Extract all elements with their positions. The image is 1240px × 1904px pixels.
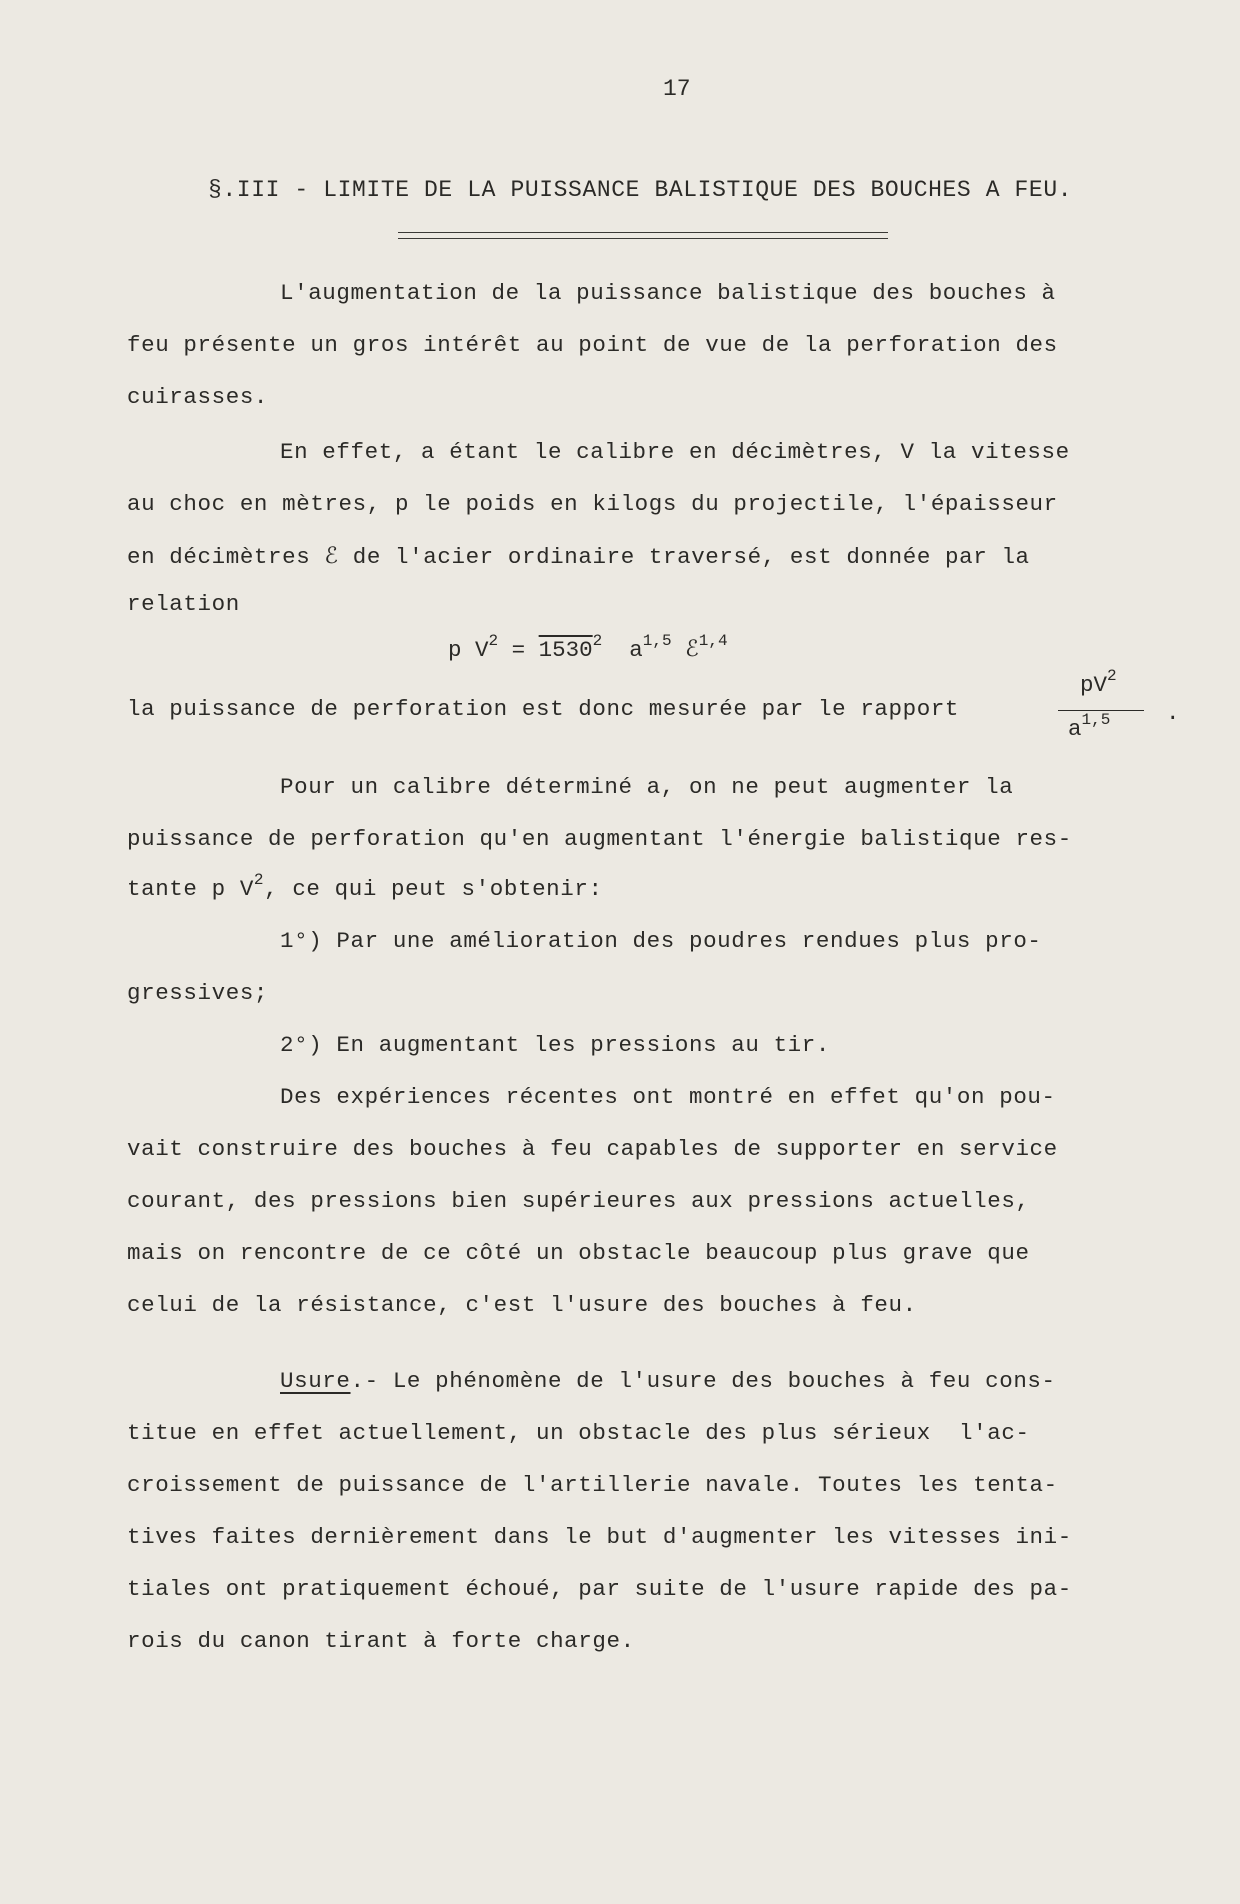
usure-label: Usure (280, 1368, 351, 1394)
tante-exponent: 2 (253, 871, 265, 889)
text-line: courant, des pressions bien supérieures aux pressions actuelles, (127, 1188, 1030, 1214)
text-line: en décimètres ℰ de l'acier ordinaire traversé, est donnée par la (127, 544, 1030, 570)
ratio-numerator-exponent: 2 (1107, 667, 1117, 685)
text-line: tives faites dernièrement dans le but d'augmenter les vitesses ini- (127, 1524, 1072, 1550)
ratio-fraction (1050, 667, 1146, 752)
formula-lhs-exponent: 2 (488, 632, 499, 650)
formula-lhs: p V (448, 637, 489, 663)
text-line (127, 871, 603, 902)
usure-rest: .- Le phénomène de l'usure des bouches à feu cons- (350, 1368, 1056, 1394)
formula-epsilon-exponent: 1,4 (698, 632, 728, 650)
text-line: tiales ont pratiquement échoué, par suite de l'usure rapide des pa- (127, 1576, 1072, 1602)
text-line: titue en effet actuellement, un obstacle des plus sérieux l'ac- (127, 1420, 1030, 1446)
page-number: 17 (663, 76, 691, 102)
text-line: la puissance de perforation est donc mesurée par le rapport (127, 696, 960, 722)
text-line: mais on rencontre de ce côté un obstacle beaucoup plus grave que (127, 1240, 1030, 1266)
ratio-numerator (1080, 667, 1117, 698)
formula-perforation (448, 632, 728, 663)
text-line: 2°) En augmentant les pressions au tir. (280, 1032, 830, 1058)
formula-coefficient-exponent: 2 (592, 632, 603, 650)
text-line: En effet, a étant le calibre en décimètres, V la vitesse (280, 439, 1070, 465)
ratio-denominator (1068, 711, 1111, 742)
ratio-denominator-exponent: 1,5 (1081, 711, 1111, 729)
formula-equals: = (498, 637, 539, 663)
text-line: feu présente un gros intérêt au point de vue de la perforation des (127, 332, 1058, 358)
section-heading: §.III - LIMITE DE LA PUISSANCE BALISTIQUE DES BOUCHES A FEU. (208, 177, 1073, 203)
tante-post: , ce qui peut s'obtenir: (264, 876, 603, 902)
text-line: croissement de puissance de l'artillerie navale. Toutes les tenta- (127, 1472, 1058, 1498)
tante-pre: tante p V (127, 876, 254, 902)
ratio-numerator-text: pV (1080, 672, 1108, 698)
heading-double-underline (398, 232, 888, 239)
formula-epsilon: ℰ (685, 637, 699, 663)
text-line: vait construire des bouches à feu capables de supporter en service (127, 1136, 1058, 1162)
text-line: cuirasses. (127, 384, 269, 410)
formula-a-exponent: 1,5 (642, 632, 672, 650)
text-line: puissance de perforation qu'en augmentant l'énergie balistique res- (127, 826, 1072, 852)
text-line: Pour un calibre déterminé a, on ne peut augmenter la (280, 774, 1014, 800)
text-line: rois du canon tirant à forte charge. (127, 1628, 635, 1654)
formula-a: a (629, 637, 643, 663)
formula-coefficient: 1530 (538, 637, 593, 663)
text-line: L'augmentation de la puissance balistique des bouches à (280, 280, 1056, 306)
ratio-denominator-text: a (1068, 716, 1082, 742)
text-line: relation (127, 591, 240, 617)
text-line: 1°) Par une amélioration des poudres rendues plus pro- (280, 928, 1042, 954)
text-line: Des expériences récentes ont montré en effet qu'on pou- (280, 1084, 1056, 1110)
text-line: celui de la résistance, c'est l'usure des bouches à feu. (127, 1292, 917, 1318)
ratio-period: . (1166, 700, 1180, 726)
text-line (280, 1368, 1056, 1394)
text-line: gressives; (127, 980, 269, 1006)
text-line: au choc en mètres, p le poids en kilogs du projectile, l'épaisseur (127, 491, 1058, 517)
